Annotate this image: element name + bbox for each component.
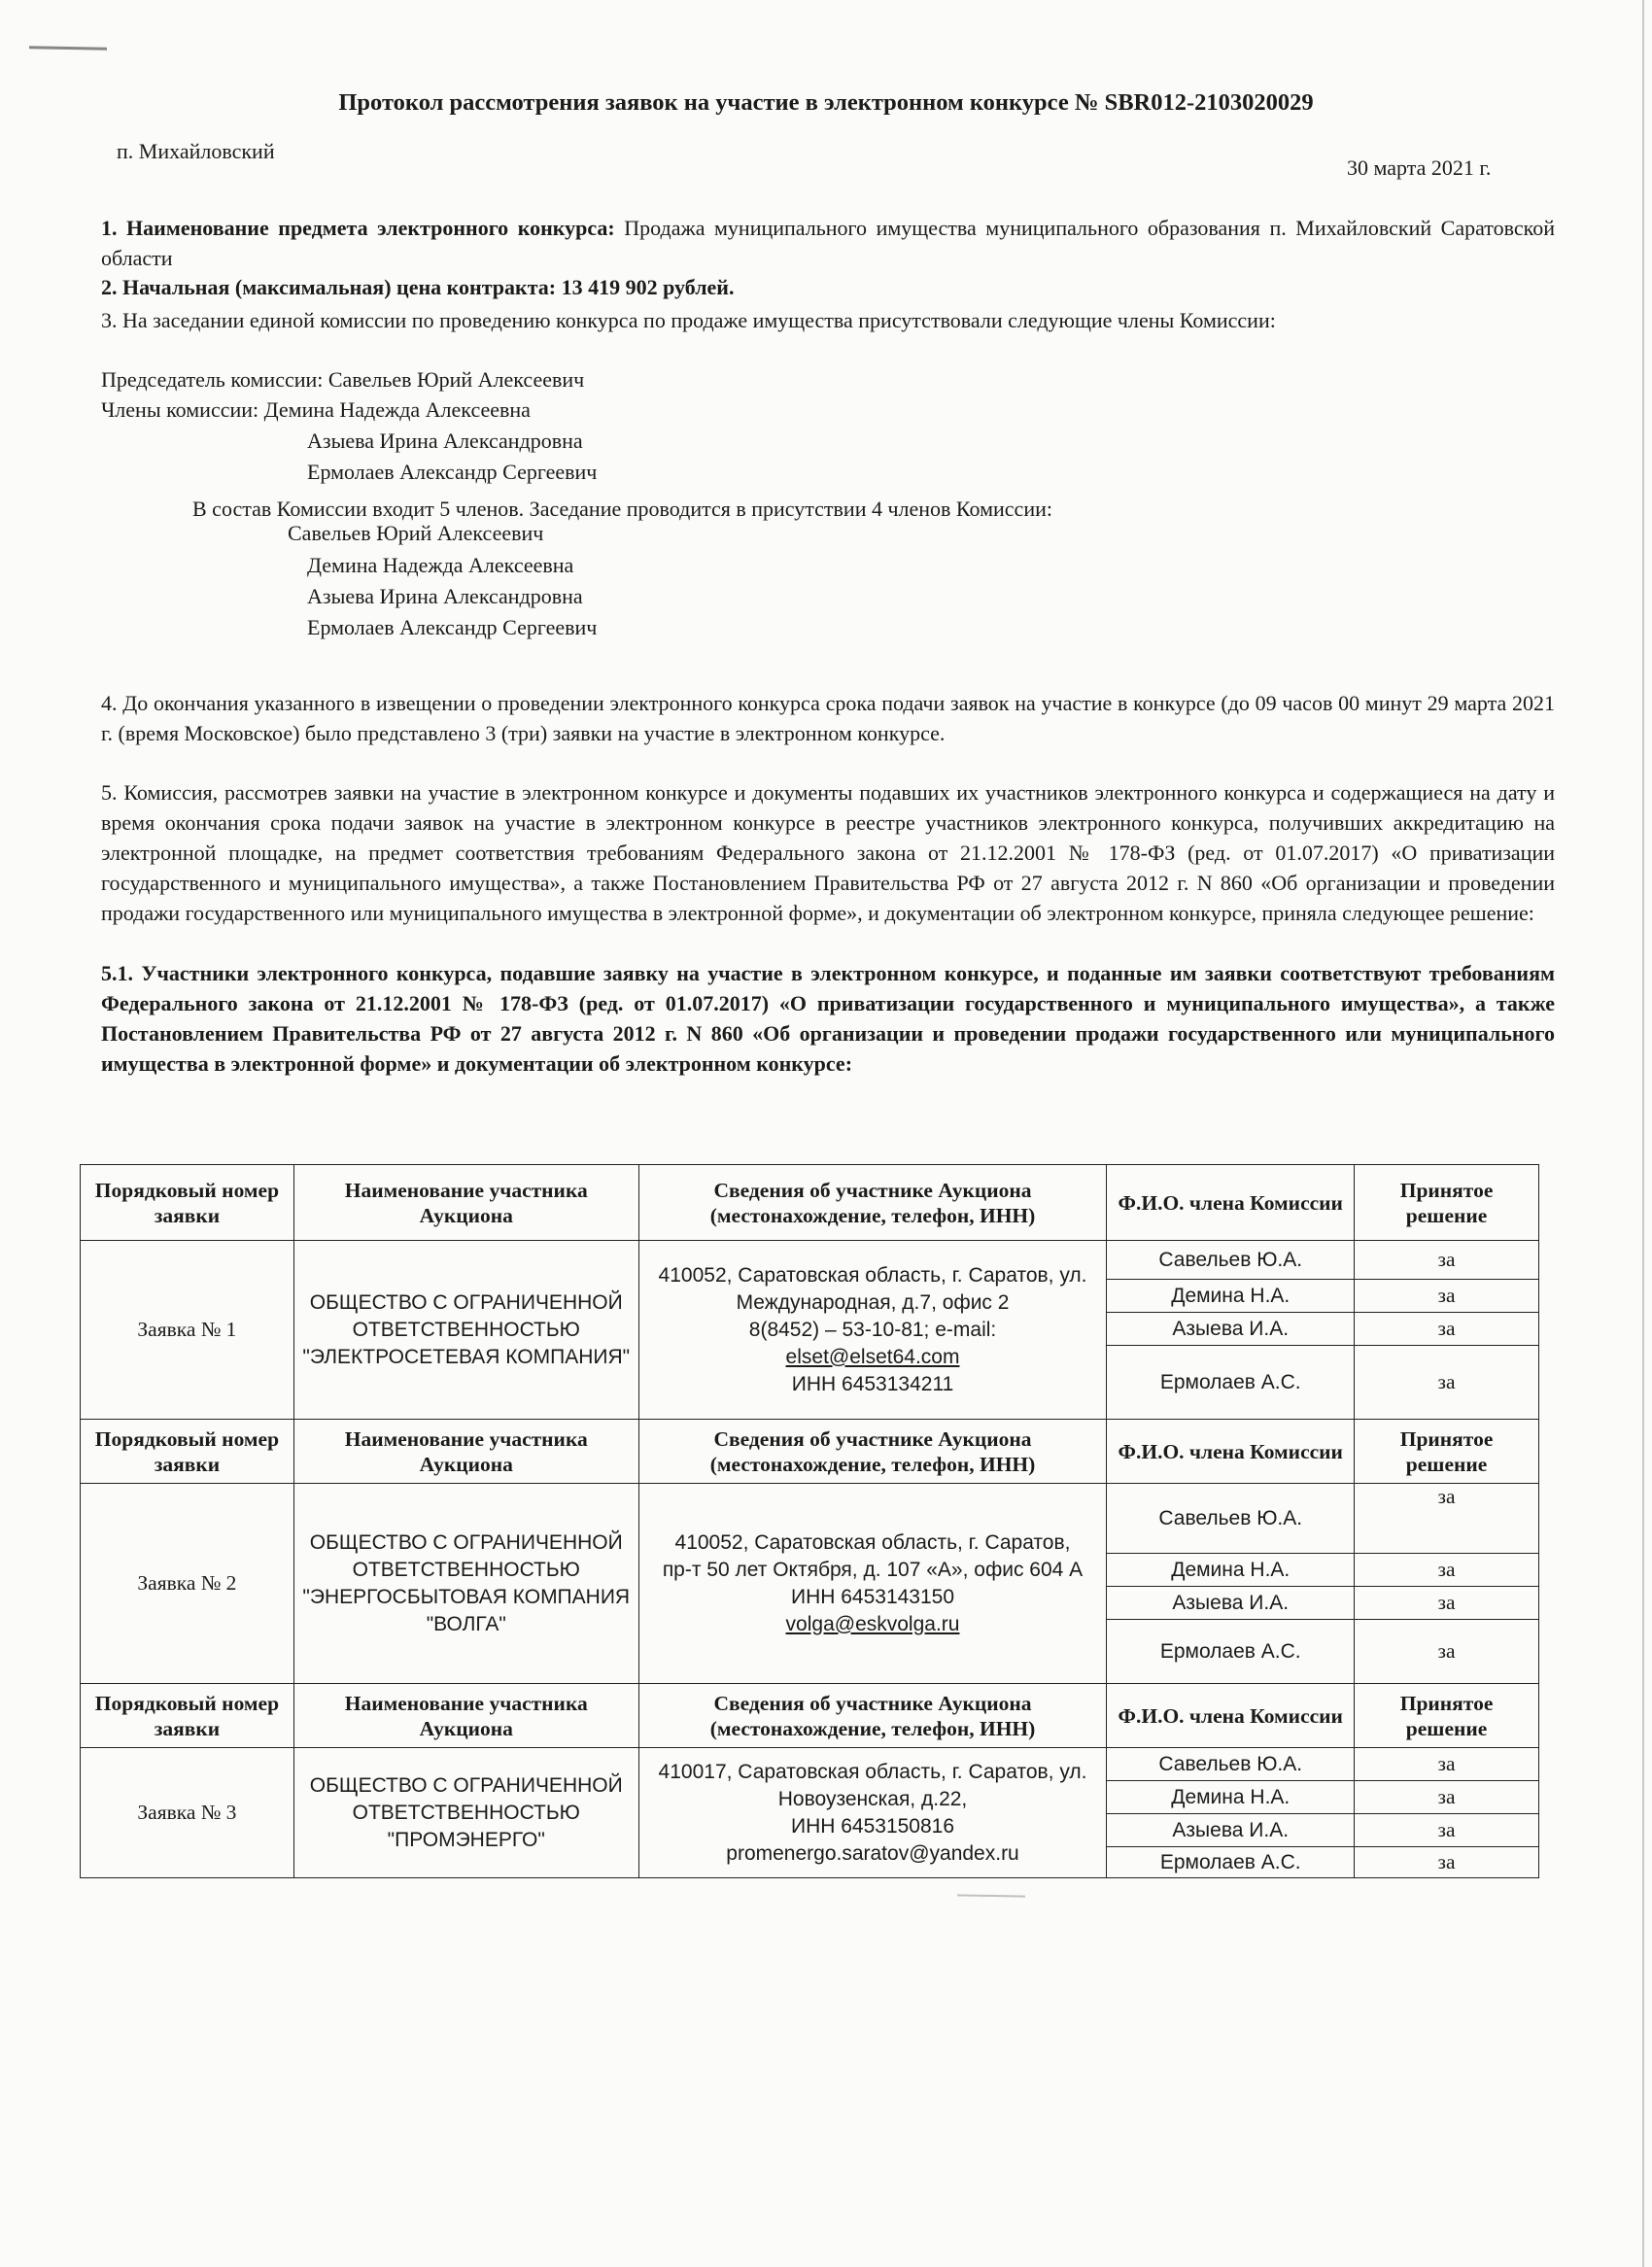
info-address: 410052, Саратовская область, г. Саратов,: [674, 1530, 1071, 1554]
decision: за: [1355, 1748, 1539, 1781]
document-title: Протокол рассмотрения заявок на участие в электронном конкурсе № SBR012-2103020029: [338, 89, 1314, 116]
decision: за: [1355, 1554, 1539, 1587]
paragraph-1-label: 1. Наименование предмета электронного конкурса:: [101, 216, 615, 240]
decision: за: [1355, 1241, 1539, 1280]
decision: за: [1355, 1484, 1539, 1554]
header-bid-number: Порядковый номер заявки: [81, 1684, 294, 1748]
paragraph-5: 5. Комиссия, рассмотрев заявки на участие в электронном конкурсе и документы подавших их участников электронного конкурса и содержащиеся на дату и время окончания срока подачи заявок на участие в электронном конкурсе в реестре участников электронного конкурса, получивших аккредитацию на электронной площадке, на предмет соответствия требованиям Федерального закона от 21.12.2001 № 178-ФЗ (ред. от 01.07.2017) «О приватизации государственного и муниципального имущества», а также Постановлением Правительства РФ от 27 августа 2012 г. N 860 «Об организации и проведении продажи государственного или муниципального имущества в электронной форме», и документации об электронном конкурсе, приняла следующее решение:: [101, 780, 1555, 925]
table-row: [81, 1241, 1539, 1280]
commission-member: Азыева И.А.: [1107, 1313, 1355, 1346]
commission-member: Азыева И.А.: [1107, 1814, 1355, 1847]
scan-artifact: [29, 46, 107, 50]
paragraph-4: 4. До окончания указанного в извещении о проведении электронного конкурса срока подачи заявок на участие в конкурсе (до 09 часов 00 минут 29 марта 2021 г. (время Московское) было представлено 3 (три) заявки на участие в электронном конкурсе.: [101, 691, 1555, 745]
info-address: 410052, Саратовская область, г. Саратов, ул. Международная, д.7, офис 2: [658, 1263, 1087, 1314]
present-member-line: Савельев Юрий Алексеевич: [288, 521, 544, 545]
bids-table: [80, 1164, 1539, 1878]
header-decision: Принятое решение: [1355, 1420, 1539, 1484]
header-decision: Принятое решение: [1355, 1684, 1539, 1748]
table-row: [81, 1748, 1539, 1781]
info-inn: ИНН 6453150816: [790, 1814, 955, 1838]
chairman-line: Председатель комиссии: Савельев Юрий Алексеевич: [101, 367, 585, 392]
decision: за: [1355, 1280, 1539, 1313]
header-bid-number: Порядковый номер заявки: [81, 1420, 294, 1484]
header-participant-info: Сведения об участнике Аукциона (местонахождение, телефон, ИНН): [638, 1684, 1107, 1748]
table-header-row: [81, 1165, 1539, 1241]
header-participant-info: Сведения об участнике Аукциона (местонахождение, телефон, ИНН): [638, 1165, 1107, 1241]
decision: за: [1355, 1346, 1539, 1420]
table-header-row: [81, 1684, 1539, 1748]
table-row: [81, 1484, 1539, 1554]
info-phone: 8(8452) – 53-10-81; e-mail:: [748, 1318, 997, 1341]
participant-name: ОБЩЕСТВО С ОГРАНИЧЕННОЙ ОТВЕТСТВЕННОСТЬЮ "ПРОМЭНЕРГО": [293, 1748, 638, 1878]
header-commission-member: Ф.И.О. члена Комиссии: [1107, 1420, 1355, 1484]
bid-number: Заявка № 1: [81, 1241, 294, 1420]
commission-member: Ермолаев А.С.: [1107, 1847, 1355, 1878]
info-email: volga@eskvolga.ru: [785, 1612, 960, 1635]
bid-number: Заявка № 2: [81, 1484, 294, 1684]
paragraph-1-text: Продажа муниципального имущества муниципального образования п. Михайловский Саратовской области: [101, 216, 1555, 270]
info-inn: ИНН 6453134211: [791, 1372, 954, 1395]
info-address: 410017, Саратовская область, г. Саратов, ул. Новоузенская, д.22,: [658, 1760, 1087, 1810]
info-email: elset@elset64.com: [785, 1345, 960, 1368]
commission-member: Демина Н.А.: [1107, 1781, 1355, 1814]
decision: за: [1355, 1587, 1539, 1620]
paragraph-5-1: 5.1. Участники электронного конкурса, подавшие заявку на участие в электронном конкурсе, и поданные им заявки соответствуют требованиям Федерального закона от 21.12.2001 № 178-ФЗ (ред. от 01.07.2017) «О приватизации государственного и муниципального имущества», а также Постановлением Правительства РФ от 27 августа 2012 г. N 860 «Об организации и проведении продажи государственного или муниципального имущества в электронной форме» и документации об электронном конкурсе:: [101, 961, 1555, 1076]
header-commission-member: Ф.И.О. члена Комиссии: [1107, 1684, 1355, 1748]
header-participant-name: Наименование участника Аукциона: [293, 1420, 638, 1484]
present-member-line: Демина Надежда Алексеевна: [307, 553, 574, 577]
header-commission-member: Ф.И.О. члена Комиссии: [1107, 1165, 1355, 1241]
commission-member: Демина Н.А.: [1107, 1554, 1355, 1587]
document-place: п. Михайловский: [117, 139, 275, 163]
participant-name: ОБЩЕСТВО С ОГРАНИЧЕННОЙ ОТВЕТСТВЕННОСТЬЮ "ЭНЕРГОСБЫТОВАЯ КОМПАНИЯ "ВОЛГА": [293, 1484, 638, 1684]
scan-artifact: [957, 1894, 1025, 1897]
decision: за: [1355, 1814, 1539, 1847]
commission-member: Демина Н.А.: [1107, 1280, 1355, 1313]
decision: за: [1355, 1620, 1539, 1684]
commission-member: Ермолаев А.С.: [1107, 1620, 1355, 1684]
commission-member: Савельев Ю.А.: [1107, 1241, 1355, 1280]
header-participant-name: Наименование участника Аукциона: [293, 1165, 638, 1241]
table-header-row: [81, 1420, 1539, 1484]
present-member-line: Ермолаев Александр Сергеевич: [307, 615, 598, 639]
commission-member: Савельев Ю.А.: [1107, 1748, 1355, 1781]
quorum-line: В состав Комиссии входит 5 членов. Заседание проводится в присутствии 4 членов Комиссии:: [192, 497, 1052, 521]
info-email: promenergo.saratov@yandex.ru: [726, 1841, 1019, 1865]
document-date: 30 марта 2021 г.: [1347, 155, 1492, 180]
participant-info: [638, 1484, 1107, 1684]
participant-info: [638, 1748, 1107, 1878]
bid-number: Заявка № 3: [81, 1748, 294, 1878]
participant-name: ОБЩЕСТВО С ОГРАНИЧЕННОЙ ОТВЕТСТВЕННОСТЬЮ "ЭЛЕКТРОСЕТЕВАЯ КОМПАНИЯ": [293, 1241, 638, 1420]
present-member-line: Азыева Ирина Александровна: [307, 584, 583, 608]
header-decision: Принятое решение: [1355, 1165, 1539, 1241]
decision: за: [1355, 1781, 1539, 1814]
commission-member: Азыева И.А.: [1107, 1587, 1355, 1620]
commission-member: Ермолаев А.С.: [1107, 1346, 1355, 1420]
member-line: Азыева Ирина Александровна: [307, 429, 583, 453]
decision: за: [1355, 1847, 1539, 1878]
header-participant-name: Наименование участника Аукциона: [293, 1684, 638, 1748]
header-participant-info: Сведения об участнике Аукциона (местонахождение, телефон, ИНН): [638, 1420, 1107, 1484]
commission-member: Савельев Ю.А.: [1107, 1484, 1355, 1554]
paragraph-2: 2. Начальная (максимальная) цена контракта: 13 419 902 рублей.: [101, 275, 735, 299]
members-line: Члены комиссии: Демина Надежда Алексеевна: [101, 397, 531, 422]
page-edge: [1642, 0, 1644, 2267]
participant-info: [638, 1241, 1107, 1420]
info-inn: ИНН 6453143150: [790, 1585, 955, 1608]
member-line: Ермолаев Александр Сергеевич: [307, 460, 598, 484]
header-bid-number: Порядковый номер заявки: [81, 1165, 294, 1241]
decision: за: [1355, 1313, 1539, 1346]
info-address-street: пр-т 50 лет Октября, д. 107 «А», офис 604 А: [662, 1558, 1084, 1581]
paragraph-3: 3. На заседании единой комиссии по проведению конкурса по продаже имущества присутствовали следующие члены Комиссии:: [101, 308, 1276, 332]
paragraph-1: [101, 213, 1555, 273]
